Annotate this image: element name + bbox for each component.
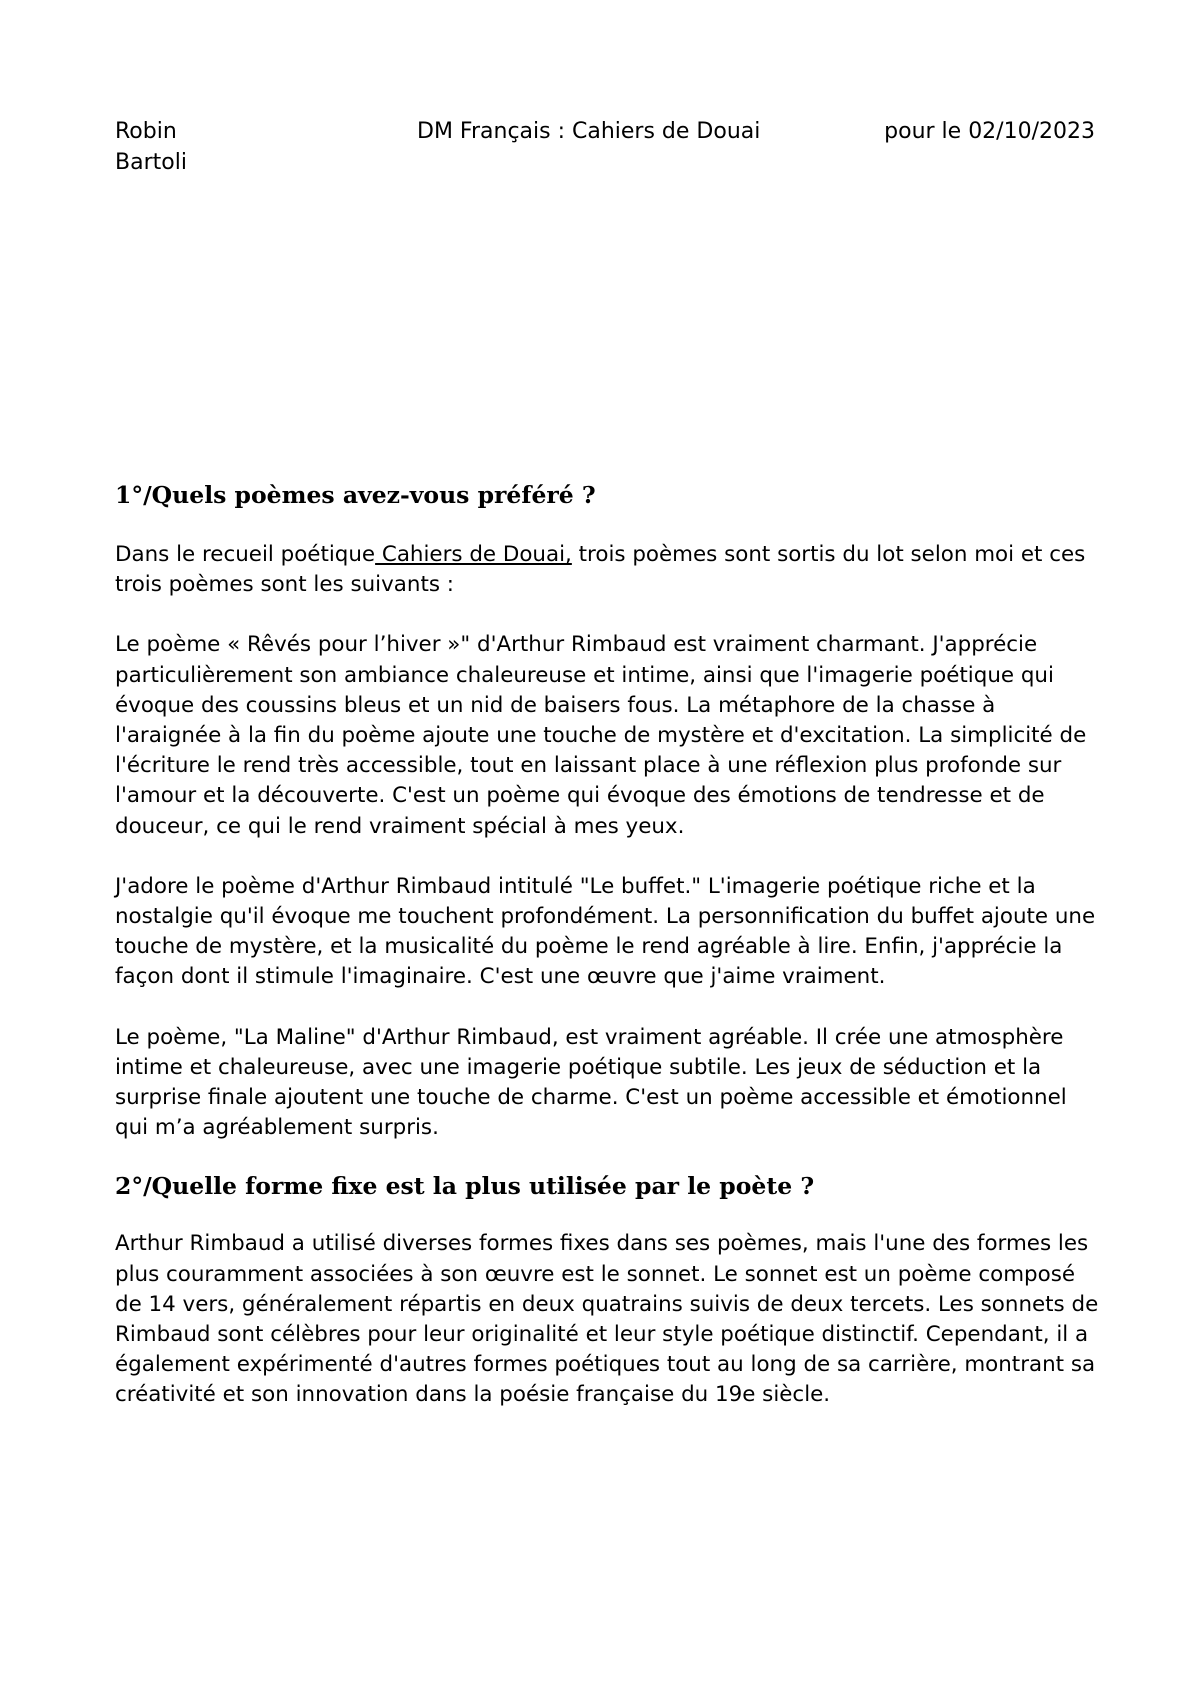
section-1-intro xyxy=(115,540,1100,600)
paragraph-sonnet: Arthur Rimbaud a utilisé diverses formes fixes dans ses poèmes, mais l'une des formes les plus couramment associées à son œuvre est le sonnet. Le sonnet est un poème composé de 14 vers, généralement répartis en deux quatrains suivis de deux tercets. Les sonnets de Rimbaud sont célèbres pour leur originalité et leur style poétique distinctif. Cependant, il a également expérimenté d'autres formes poétiques tout au long de sa carrière, montrant sa créativité et son innovation dans la poésie française du 19e siècle. xyxy=(115,1231,1099,1408)
document-header xyxy=(115,116,1095,186)
section-1-heading: 1°/Quels poèmes avez-vous préféré ? xyxy=(115,481,596,509)
document-title: DM Français : Cahiers de Douai xyxy=(417,119,761,144)
author-name: Robin Bartoli xyxy=(115,119,187,175)
paragraph-le-buffet: J'adore le poème d'Arthur Rimbaud intitulé "Le buffet." L'imagerie poétique riche et la nostalgie qu'il évoque me touchent profondément. La personnification du buffet ajoute une touche de mystère, et la musicalité du poème le rend agréable à lire. Enfin, j'apprécie la façon dont il stimule l'imaginaire. C'est une œuvre que j'aime vraiment. xyxy=(115,873,1096,990)
paragraph-reves-pour-hiver: Le poème « Rêvés pour l’hiver »" d'Arthur Rimbaud est vraiment charmant. J'apprécie particulièrement son ambiance chaleureuse et intime, ainsi que l'imagerie poétique qui évoque des coussins bleus et un nid de baisers fous. La métaphore de la chasse à l'araignée à la fin du poème ajoute une touche de mystère et d'excitation. La simplicité de l'écriture le rend très accessible, tout en laissant place à une réflexion plus profonde sur l'amour et la découverte. C'est un poème qui évoque des émotions de tendresse et de douceur, ce qui le rend vraiment spécial à mes yeux. xyxy=(115,632,1087,839)
due-date: pour le 02/10/2023 xyxy=(884,119,1095,144)
collection-title: Cahiers de Douai, xyxy=(375,542,572,567)
section-2-heading: 2°/Quelle forme fixe est la plus utilisée par le poète ? xyxy=(115,1172,815,1201)
paragraph-la-maline: Le poème, "La Maline" d'Arthur Rimbaud, est vraiment agréable. Il crée une atmosphère intime et chaleureuse, avec une imagerie poétique subtile. Les jeux de séduction et la surprise finale ajoutent une touche de charme. C'est un poème accessible et émotionnel qui m’a agréablement surpris. xyxy=(115,1024,1067,1141)
intro-text-before: Dans le recueil poétique xyxy=(115,542,376,567)
document-body xyxy=(115,480,1100,1411)
intro-text-after: trois poèmes sont sortis du lot selon moi et ces trois poèmes sont les suivants : xyxy=(115,542,1086,598)
